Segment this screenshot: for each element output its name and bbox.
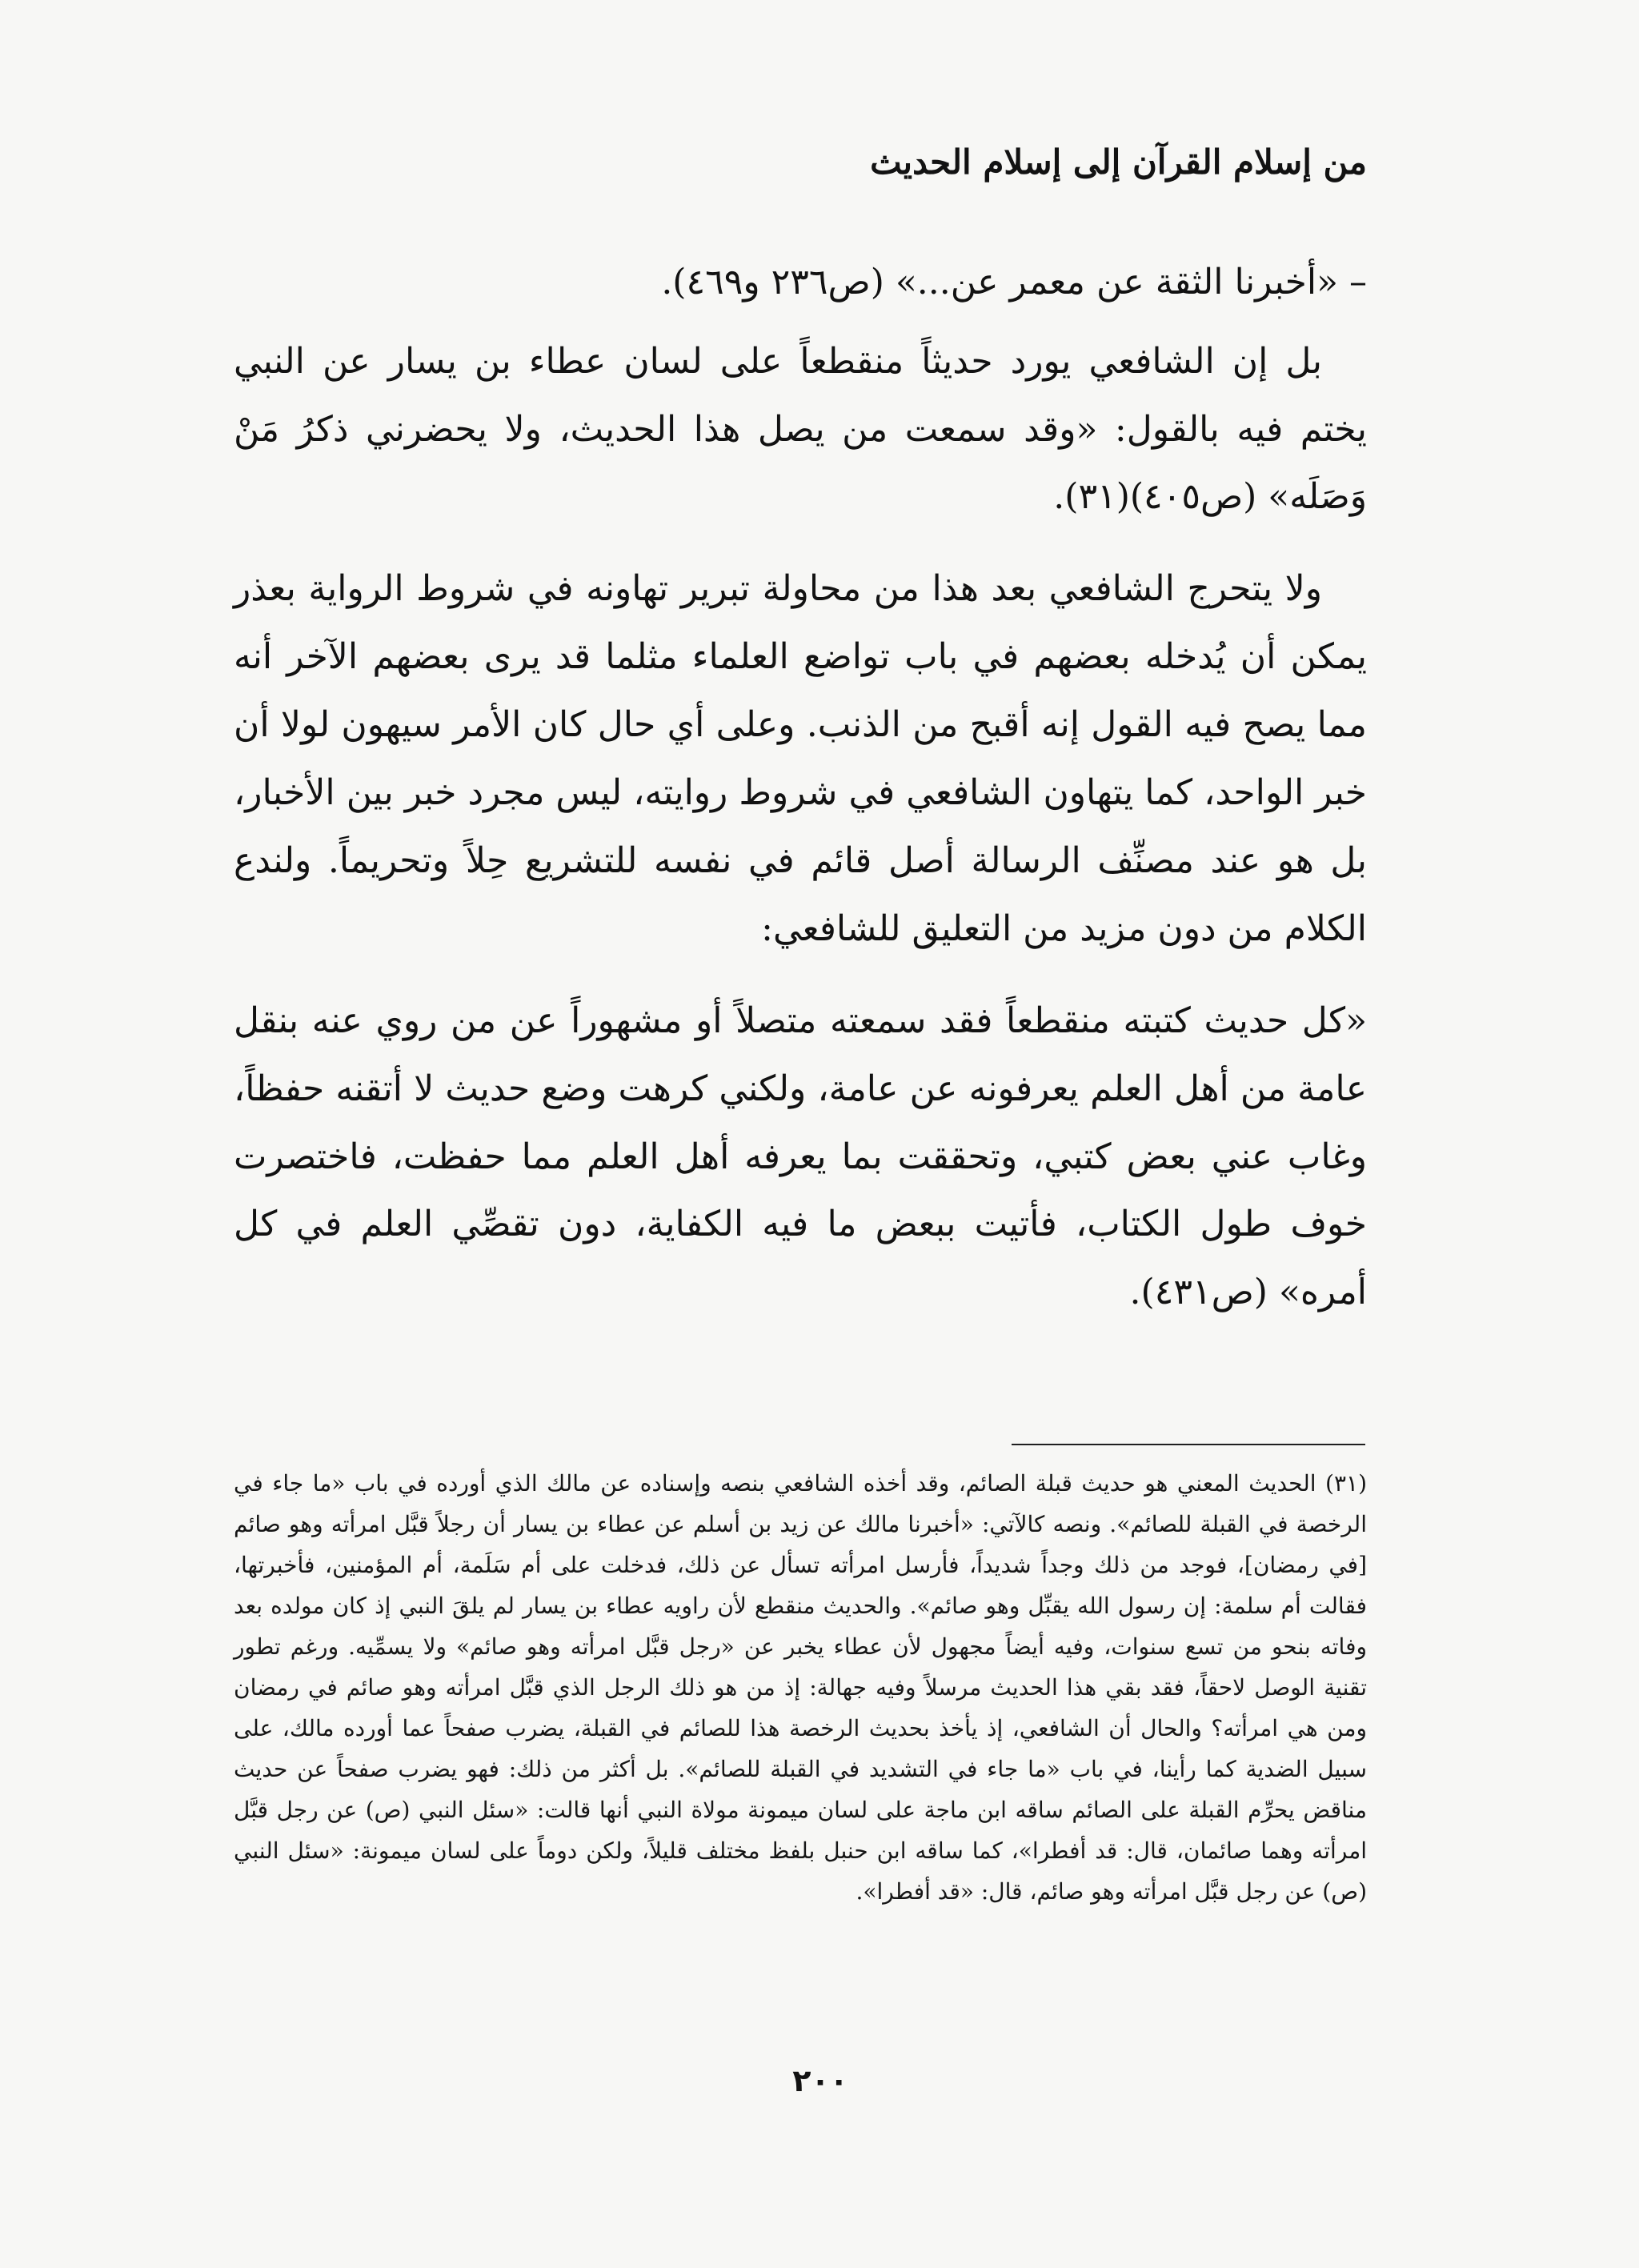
- paragraph-2: ولا يتحرج الشافعي بعد هذا من محاولة تبرير تهاونه في شروط الرواية بعذر يمكن أن يُدخله بعضهم في باب تواضع العلماء مثلما قد يرى بعضهم الآخر أنه مما يصح فيه القول إنه أقبح من الذنب. وعلى أي حال كان الأمر سيهون لولا أن خبر الواحد، كما يتهاون الشافعي في شروط روايته، ليس مجرد خبر بين الأخبار، بل هو عند مصنِّف الرسالة أصل قائم في نفسه للتشريع حِلاً وتحريماً. ولندع الكلام من دون مزيد من التعليق للشافعي:: [234, 568, 1367, 949]
- bullet-line: – «أخبرنا الثقة عن معمر عن...» (ص٢٣٦ و٤٦٩).: [661, 262, 1367, 303]
- main-text: [234, 258, 1367, 1327]
- page-number: ٢٠٠: [792, 2063, 848, 2098]
- footnote-divider: [1012, 1444, 1365, 1445]
- paragraph-1: بل إن الشافعي يورد حديثاً منقطعاً على لسان عطاء بن يسار عن النبي يختم فيه بالقول: «وقد سمعت من يصل هذا الحديث، ولا يحضرني ذكرُ مَنْ وَصَلَه» (ص٤٠٥)(٣١).: [234, 340, 1367, 518]
- quote-paragraph: «كل حديث كتبته منقطعاً فقد سمعته متصلاً أو مشهوراً عن من روي عنه بنقل عامة من أهل العلم يعرفونه عن عامة، ولكني كرهت وضع حديث لا أتقنه حفظاً، وغاب عني بعض كتبي، وتحققت بما يعرفه أهل العلم مما حفظت، فاختصرت خوف طول الكتاب، فأتيت ببعض ما فيه الكفاية، دون تقصِّي العلم في كل أمره» (ص٤٣١).: [234, 1000, 1367, 1313]
- running-header: من إسلام القرآن إلى إسلام الحديث: [870, 142, 1367, 182]
- footnote-31: (٣١) الحديث المعني هو حديث قبلة الصائم، وقد أخذه الشافعي بنصه وإسناده عن مالك الذي أورده في باب «ما جاء في الرخصة في القبلة للصائم». ونصه كالآتي: «أخبرنا مالك عن زيد بن أسلم عن عطاء بن يسار أن رجلاً قبَّل امرأته وهو صائم [في رمضان]، فوجد من ذلك وجداً شديداً، فأرسل امرأته تسأل عن ذلك، فدخلت على أم سَلَمة، أم المؤمنين، فأخبرتها، فقالت أم سلمة: إن رسول الله يقبِّل وهو صائم». والحديث منقطع لأن راويه عطاء بن يسار لم يلقَ النبي إذ كان مولده بعد وفاته بنحو من تسع سنوات، وفيه أيضاً مجهول لأن عطاء يخبر عن «رجل قبَّل امرأته وهو صائم» ولا يسمِّيه. ورغم تطور تقنية الوصل لاحقاً، فقد بقي هذا الحديث مرسلاً وفيه جهالة: إذ من هو ذلك الرجل الذي قبَّل امرأته وهو صائم في رمضان ومن هي امرأته؟ والحال أن الشافعي، إذ يأخذ بحديث الرخصة هذا للصائم في القبلة، يضرب صفحاً عما أورده مالك، على سبيل الضدية كما رأينا، في باب «ما جاء في التشديد في القبلة للصائم». بل أكثر من ذلك: فهو يضرب صفحاً عن حديث مناقض يحرِّم القبلة على الصائم ساقه ابن ماجة على لسان ميمونة مولاة النبي أنها قالت: «سئل النبي (ص) عن رجل قبَّل امرأته وهما صائمان، قال: قد أفطرا»، كما ساقه ابن حنبل بلفظ مختلف قليلاً، ولكن دوماً على لسان ميمونة: «سئل النبي (ص) عن رجل قبَّل امرأته وهو صائم، قال: «قد أفطرا».: [234, 1470, 1368, 1905]
